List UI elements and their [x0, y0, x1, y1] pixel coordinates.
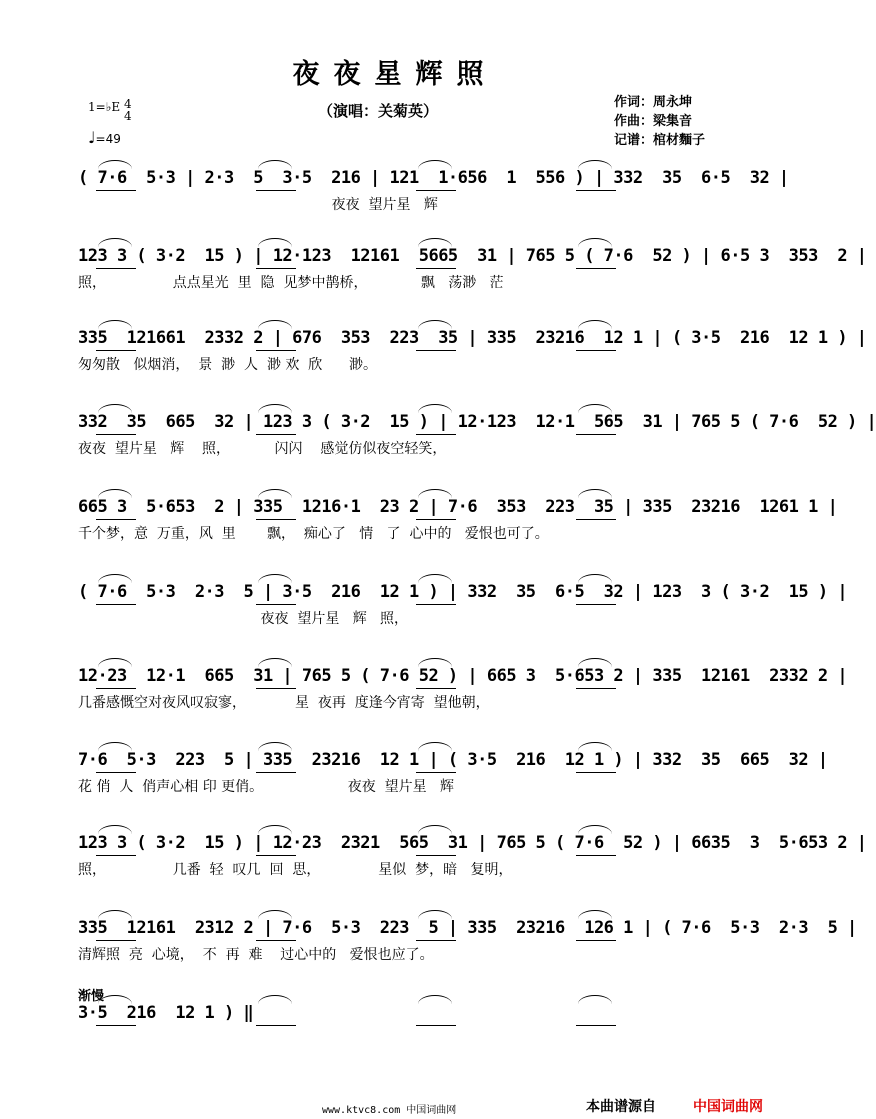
time-signature — [124, 98, 132, 122]
beam-line — [96, 604, 136, 605]
beam-line — [576, 604, 616, 605]
lyric-line: 千个梦，意 万重，风 里 飘， 痴心了 情 了 心中的 爱恨也可了。 — [78, 526, 549, 542]
beam-line — [416, 519, 456, 520]
footer-source-label: 本曲谱源自 — [586, 1099, 656, 1115]
notation-line: 12·23 12·1 665 31 | 765 5 ( 7·6 52 ) | 665 3 5·653 2 | 335 12161 2332 2 | — [78, 666, 848, 686]
beam-line — [96, 1025, 136, 1026]
slur-mark — [418, 742, 452, 751]
notation-line: ( 7·6 5·3 | 2·3 5 3·5 216 | 121 1·656 1 556 ) | 332 35 6·5 32 | — [78, 168, 789, 188]
beam-line — [576, 268, 616, 269]
notation-line: 3·5 216 12 1 ) ‖ — [78, 1003, 254, 1023]
notation-line: 7·6 5·3 223 5 | 335 23216 12 1 | ( 3·5 216 12 1 ) | 332 35 665 32 | — [78, 750, 828, 770]
beam-line — [416, 190, 456, 191]
beam-line — [416, 350, 456, 351]
slur-mark — [258, 910, 292, 919]
beam-line — [576, 940, 616, 941]
slur-mark — [578, 910, 612, 919]
quarter-note-icon: ♩ — [88, 128, 96, 147]
slur-mark — [98, 404, 132, 413]
lyric-line: 夜夜 望片星 辉 — [78, 197, 438, 213]
singer-credit: （演唱：关菊英） — [318, 102, 439, 120]
slur-mark — [578, 825, 612, 834]
slur-mark — [578, 320, 612, 329]
transcriber-credit: 记谱：棺材麵子 — [614, 133, 706, 148]
lyric-line: 照， 几番 轻 叹几 回 思， 星似 梦，暗 复明， — [78, 862, 513, 878]
slur-mark — [418, 489, 452, 498]
beam-line — [256, 350, 296, 351]
slur-mark — [258, 489, 292, 498]
beam-line — [96, 940, 136, 941]
lyric-line: 几番感慨空对夜风叹寂寥， 星 夜再 度逢今宵寄 望他朝， — [78, 695, 490, 711]
slur-mark — [258, 238, 292, 247]
beam-line — [576, 855, 616, 856]
slur-mark — [578, 404, 612, 413]
notation-line: 665 3 5·653 2 | 335 1216·1 23 2 | 7·6 353 223 35 | 335 23216 1261 1 | — [78, 497, 838, 517]
slur-mark — [258, 160, 292, 169]
beam-line — [96, 190, 136, 191]
composer-credit: 作曲：梁集音 — [614, 114, 693, 129]
beam-line — [576, 350, 616, 351]
notation-line: 335 12161 2312 2 | 7·6 5·3 223 5 | 335 23216 126 1 | ( 7·6 5·3 2·3 5 | — [78, 918, 857, 938]
beam-line — [416, 1025, 456, 1026]
lyric-line: 照， 点点星光 里 隐 见梦中鹊桥， 飘 荡渺 茫 — [78, 275, 504, 291]
slur-mark — [98, 160, 132, 169]
beam-line — [416, 604, 456, 605]
beam-line — [576, 1025, 616, 1026]
slur-mark — [98, 910, 132, 919]
slur-mark — [418, 658, 452, 667]
beam-line — [256, 688, 296, 689]
notation-line: ( 7·6 5·3 2·3 5 | 3·5 216 12 1 ) | 332 35 6·5 32 | 123 3 ( 3·2 15 ) | — [78, 582, 848, 602]
lyric-line: 花 俏 人 俏声心相 印 更俏。 夜夜 望片星 辉 — [78, 779, 454, 795]
slur-mark — [98, 658, 132, 667]
slur-mark — [418, 404, 452, 413]
slur-mark — [418, 995, 452, 1004]
slur-mark — [578, 574, 612, 583]
slur-mark — [258, 320, 292, 329]
footer-brand: 中国词曲网 — [693, 1099, 763, 1115]
lyricist-credit: 作词：周永坤 — [614, 95, 693, 110]
beam-line — [96, 688, 136, 689]
beam-line — [416, 268, 456, 269]
notation-line: 335 121661 2332 2 | 676 353 223 35 | 335 23216 12 1 | ( 3·5 216 12 1 ) | — [78, 328, 867, 348]
slur-mark — [98, 742, 132, 751]
slur-mark — [578, 995, 612, 1004]
slur-mark — [418, 574, 452, 583]
lyric-line: 匆匆散 似烟消， 景 渺 人 渺 欢 欣 渺。 — [78, 357, 378, 373]
beam-line — [256, 519, 296, 520]
slur-mark — [418, 910, 452, 919]
beam-line — [416, 434, 456, 435]
beam-line — [416, 855, 456, 856]
beam-line — [256, 268, 296, 269]
tempo-value: =49 — [95, 132, 121, 146]
time-bottom: 4 — [124, 109, 132, 123]
slur-mark — [98, 489, 132, 498]
flat-icon: ♭ — [105, 100, 112, 114]
beam-line — [256, 940, 296, 941]
slur-mark — [258, 658, 292, 667]
lyric-line: 夜夜 望片星 辉 照， — [78, 611, 409, 627]
beam-line — [96, 268, 136, 269]
slur-mark — [418, 160, 452, 169]
lyric-line: 清辉照 亮 心境， 不 再 难 过心中的 爱恨也应了。 — [78, 947, 434, 963]
notation-line: 123 3 ( 3·2 15 ) | 12·123 12161 5665 31 | 765 5 ( 7·6 52 ) | 6·5 3 353 2 | — [78, 246, 867, 266]
page-title: 夜夜星辉照 — [292, 59, 498, 90]
key-letter: E — [111, 100, 121, 114]
beam-line — [96, 434, 136, 435]
beam-line — [96, 350, 136, 351]
beam-line — [96, 772, 136, 773]
footer-site: www.ktvc8.com 中国词曲网 — [322, 1105, 457, 1116]
slur-mark — [98, 574, 132, 583]
beam-line — [256, 434, 296, 435]
slur-mark — [578, 238, 612, 247]
beam-line — [416, 688, 456, 689]
beam-line — [576, 190, 616, 191]
slur-mark — [258, 404, 292, 413]
beam-line — [256, 855, 296, 856]
beam-line — [96, 855, 136, 856]
time-top: 4 — [124, 97, 132, 111]
credits-block — [614, 93, 705, 150]
key-prefix: 1= — [88, 100, 106, 114]
slur-mark — [258, 825, 292, 834]
slur-mark — [578, 160, 612, 169]
beam-line — [416, 940, 456, 941]
ritardando-marking: 渐慢 — [78, 989, 105, 1004]
slur-mark — [418, 238, 452, 247]
beam-line — [96, 519, 136, 520]
beam-line — [576, 772, 616, 773]
tempo-marking — [88, 128, 121, 147]
beam-line — [256, 190, 296, 191]
beam-line — [576, 434, 616, 435]
notation-line: 332 35 665 32 | 123 3 ( 3·2 15 ) | 12·123 12·1 565 31 | 765 5 ( 7·6 52 ) | — [78, 412, 876, 432]
slur-mark — [258, 574, 292, 583]
beam-line — [256, 772, 296, 773]
slur-mark — [98, 238, 132, 247]
slur-mark — [418, 825, 452, 834]
slur-mark — [578, 658, 612, 667]
slur-mark — [98, 825, 132, 834]
beam-line — [576, 688, 616, 689]
slur-mark — [578, 489, 612, 498]
slur-mark — [258, 995, 292, 1004]
beam-line — [256, 1025, 296, 1026]
slur-mark — [578, 742, 612, 751]
beam-line — [576, 519, 616, 520]
slur-mark — [98, 320, 132, 329]
key-signature — [88, 97, 132, 123]
slur-mark — [418, 320, 452, 329]
notation-line: 123 3 ( 3·2 15 ) | 12·23 2321 565 31 | 765 5 ( 7·6 52 ) | 6635 3 5·653 2 | — [78, 833, 867, 853]
slur-mark — [258, 742, 292, 751]
beam-line — [416, 772, 456, 773]
lyric-line: 夜夜 望片星 辉 照， 闪闪 感觉仿似夜空轻笑， — [78, 441, 447, 457]
beam-line — [256, 604, 296, 605]
